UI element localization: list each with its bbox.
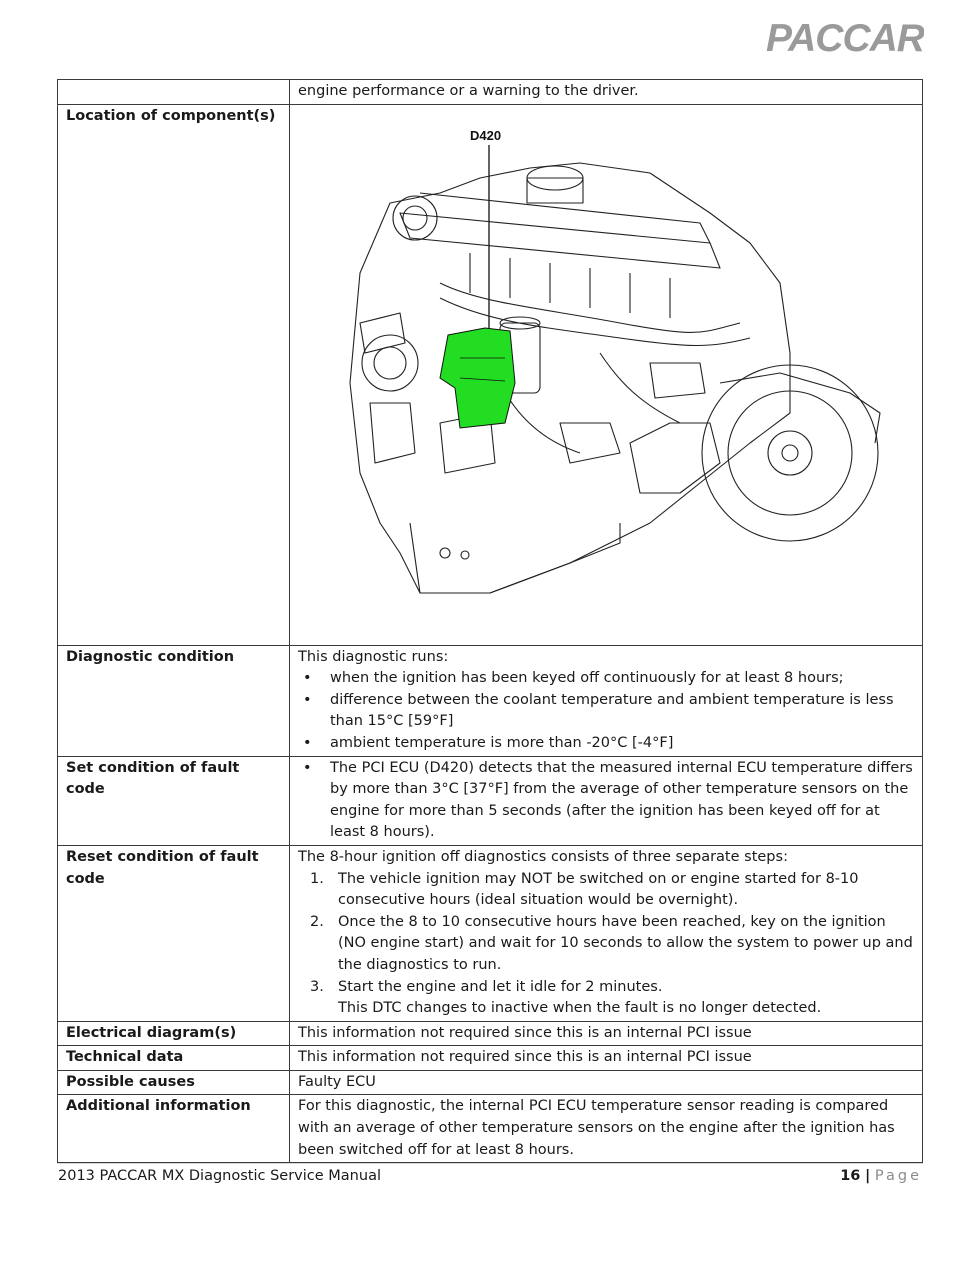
page-number: 16 [840, 1168, 861, 1184]
step-text: Once the 8 to 10 consecutive hours have been reached, key on the ignition (NO engine start) and wait for 10 seconds to allow the system to power up and the diagnostics to run. [338, 913, 913, 973]
location-label: Location of component(s) [58, 104, 290, 645]
table-row-set-condition [58, 756, 923, 845]
list-item: • The PCI ECU (D420) detects that the measured internal ECU temperature differs by more than 3°C [37°F] from the average of other temperature sensors on the engine for more than 5 seconds (after the ignition has been keyed off for at least 8 hours). [298, 758, 914, 844]
diagnostic-table [57, 79, 923, 1163]
engine-illustration [320, 123, 890, 623]
location-figure-cell [290, 104, 923, 645]
table-row-causes [58, 1070, 923, 1095]
diagnostic-condition-intro: This diagnostic runs: [298, 648, 449, 665]
step-text: The vehicle ignition may NOT be switched on or engine started for 8-10 consecutive hours (ideal situation would be overnight). [338, 870, 859, 909]
footer-page [840, 1168, 922, 1184]
diagnostic-condition-cell [290, 645, 923, 756]
step-number: 1. [310, 870, 324, 887]
set-condition-label: Set condition of fault code [58, 756, 290, 845]
technical-label: Technical data [58, 1046, 290, 1071]
step-item [298, 912, 914, 977]
step-number: 2. [310, 913, 324, 930]
additional-value: For this diagnostic, the internal PCI ECU temperature sensor reading is compared with an average of other temperature sensors on the engine after the ignition has been switched off for at least 8 hours. [290, 1095, 923, 1163]
electrical-label: Electrical diagram(s) [58, 1021, 290, 1046]
reset-condition-intro: The 8-hour ignition off diagnostics consists of three separate steps: [298, 848, 788, 865]
figure-callout: D420 [470, 127, 502, 143]
logo-text: PACCAR [766, 18, 924, 58]
reset-condition-cell [290, 845, 923, 1021]
diagnostic-condition-label: Diagnostic condition [58, 645, 290, 756]
reset-condition-label: Reset condition of fault code [58, 845, 290, 1021]
technical-value: This information not required since this is an internal PCI issue [290, 1046, 923, 1071]
causes-value: Faulty ECU [290, 1070, 923, 1095]
list-item: • difference between the coolant temperature and ambient temperature is less than 15°C [59°F] [298, 690, 914, 733]
table-row-location [58, 104, 923, 645]
electrical-value: This information not required since this is an internal PCI issue [290, 1021, 923, 1046]
diagnostic-condition-list [298, 668, 914, 754]
additional-label: Additional information [58, 1095, 290, 1163]
table-row-diagnostic-condition [58, 645, 923, 756]
table-row-technical [58, 1046, 923, 1071]
reset-condition-note: This DTC changes to inactive when the fault is no longer detected. [338, 1000, 822, 1017]
table-row-electrical [58, 1021, 923, 1046]
list-item: • when the ignition has been keyed off continuously for at least 8 hours; [298, 668, 914, 690]
step-text: Start the engine and let it idle for 2 minutes. [338, 978, 663, 995]
reset-steps-list [298, 869, 914, 999]
table-row-additional [58, 1095, 923, 1163]
page-word: Page [874, 1168, 922, 1184]
footer-title: 2013 PACCAR MX Diagnostic Service Manual [58, 1168, 381, 1184]
footer-divider [57, 1163, 923, 1164]
paccar-logo [766, 18, 924, 58]
empty-label-cell [58, 80, 290, 105]
set-condition-cell [290, 756, 923, 845]
table-row [58, 80, 923, 105]
step-number: 3. [310, 978, 324, 995]
continuation-text: engine performance or a warning to the driver. [290, 80, 923, 105]
table-row-reset-condition [58, 845, 923, 1021]
ecu-highlight [440, 328, 515, 428]
causes-label: Possible causes [58, 1070, 290, 1095]
list-item: • ambient temperature is more than -20°C [-4°F] [298, 733, 914, 755]
step-item [298, 977, 914, 999]
step-item [298, 869, 914, 912]
page-separator: | [864, 1168, 871, 1184]
set-condition-list [298, 758, 914, 844]
